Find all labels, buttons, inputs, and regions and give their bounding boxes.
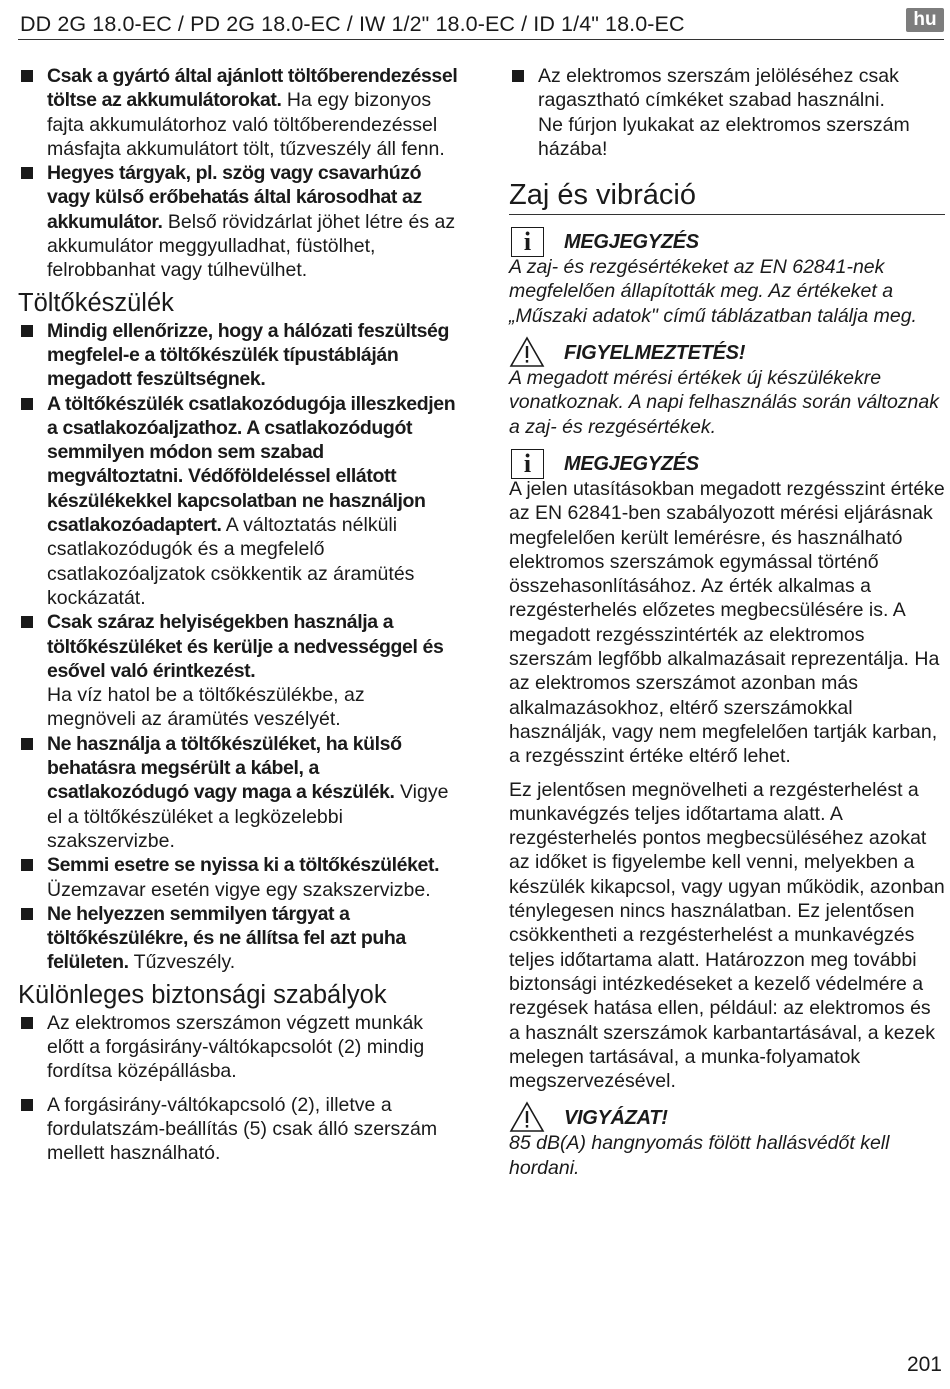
- page-number: 201: [906, 1353, 942, 1376]
- caution: [509, 1103, 945, 1180]
- item-text: Az elektromos szerszám jelöléséhez csak ragasztható címkéket szabad használni.: [538, 65, 899, 112]
- note-label: MEGJEGYZÉS: [564, 231, 699, 254]
- charger-item-6: [18, 902, 458, 975]
- item-text: Belső rövidzárlat jöhet létre és az akkumulátor meggyulladhat, füstölhet, felrobbanhat vagy túlhevülhet.: [47, 210, 456, 282]
- item-bold-text: Hegyes tárgyak, pl. szög vagy csavarhúzó vagy külső erőbehatás által károsodhat az akkumulátor.: [47, 162, 422, 233]
- square-bullet-icon: [21, 1017, 33, 1029]
- item-text: Vigye el a töltőkészüléket a legközelebbi szakszervizbe.: [47, 781, 449, 852]
- square-bullet-icon: [21, 616, 33, 628]
- square-bullet-icon: [21, 859, 33, 871]
- warning-triangle-icon: [509, 1101, 545, 1133]
- square-bullet-icon: [21, 167, 33, 179]
- note-text-2: Ez jelentősen megnövelheti a rezgésterhelést a munkavégzés teljes időtartama alatt. A rezgésterhelés pontos megbecsüléséhez azokat az időket is figyelembe kell venni, melyekben a készülék kikapcsol, vagy ugyan működik, azonban ténylegesen nincs használatban. Ez jelentősen csökkentheti a rezgésterhelést a munkavégzés teljes időtartama alatt. Határozzon meg további biztonsági intézkedéseket a kezelő védelmére a rezgések hatása ellen, például: az elektromos és a használt szerszámok karbantartásával, a kezek melegen tartásával, a munka-folyamatok megszervezésével.: [509, 778, 945, 1093]
- item-bold-text: Csak a gyártó által ajánlott töltőberendezéssel töltse az akkumulátorokat.: [47, 65, 458, 112]
- special-item-1: [18, 1011, 458, 1084]
- square-bullet-icon: [21, 738, 33, 750]
- square-bullet-icon: [21, 325, 33, 337]
- item-text: Tűzveszély.: [128, 951, 236, 974]
- item-text: Ne fúrjon lyukakat az elektromos szerszám házába!: [538, 113, 910, 160]
- square-bullet-icon: [21, 1099, 33, 1111]
- item-text: Az elektromos szerszámon végzett munkák előtt a forgásirány-váltókapcsolót (2) mindig fordítsa középállásba.: [47, 1011, 425, 1083]
- language-badge: hu: [906, 8, 944, 32]
- battery-item-2: [18, 161, 458, 282]
- charger-item-5: [18, 853, 458, 902]
- caution-text: 85 dB(A) hangnyomás fölött hallásvédőt kell hordani.: [509, 1132, 890, 1179]
- square-bullet-icon: [21, 908, 33, 920]
- note-text-1: A jelen utasításokban megadott rezgésszint értéke az EN 62841-ben szabályozott mérési eljárásnak megfelelően került lemérésre, és használható elektromos szerszámok egymással történő összehasonlításához. Az érték alkalmas a rezgésterhelés előzetes megbecsülésére is. A megadott rezgésszintérték az elektromos szerszám legfőbb alkalmazásait reprezentálja. Ha az elektromos szerszámot azonban más alkalmazásokhoz, eltérő szerszámokkal használják, vagy nem megfelelően tartják karban, a rezgésszint értéke eltérő lehet.: [509, 477, 945, 768]
- item-bold-text: Ne helyezzen semmilyen tárgyat a töltőkészülékre, és ne állítsa fel azt puha felületen.: [47, 902, 406, 974]
- item-text: Üzemzavar esetén vigye egy szakszervizbe.: [47, 878, 431, 901]
- item-bold-text: Ne használja a töltőkészüléket, ha külső behatásra megsérült a kábel, a csatlakozódugó vagy maga a készülék.: [47, 732, 402, 804]
- document-title: DD 2G 18.0-EC / PD 2G 18.0-EC / IW 1/2" 18.0-EC / ID 1/4" 18.0-EC: [20, 12, 685, 36]
- square-bullet-icon: [512, 70, 524, 82]
- charger-item-1: [18, 319, 458, 392]
- special-item-2: [18, 1093, 458, 1166]
- noise-vibration-heading: Zaj és vibráció: [509, 177, 945, 215]
- item-bold-text: A töltőkészülék csatlakozódugója illeszkedjen a csatlakozóaljzathoz. A csatlakozódugót semmilyen módon sem szabad megváltoztatni. Védőföldeléssel ellátott készülékekkel kapcsolatban ne használjon csatlakozóadaptert.: [47, 392, 456, 537]
- charger-item-2: [18, 392, 458, 611]
- note-2: [509, 449, 945, 1093]
- caution-label: VIGYÁZAT!: [564, 1107, 668, 1130]
- warning: [509, 338, 945, 439]
- warning-label: FIGYELMEZTETÉS!: [564, 342, 746, 365]
- item-text: Ha egy bizonyos fajta akkumulátorhoz való töltőberendezéssel másfajta akkumulátort tölt, tűzveszély áll fenn.: [47, 89, 445, 160]
- item-text: A forgásirány-váltókapcsoló (2), illetve a fordulatszám-beállítás (5) csak álló szerszám mellett használható.: [47, 1093, 438, 1165]
- note-text: A zaj- és rezgésértékeket az EN 62841-nek megfelelően állapították meg. Az értékeket a „Műszaki adatok" című táblázatban találja meg.: [509, 256, 917, 327]
- battery-item-1: [18, 64, 458, 161]
- item-text: A változtatás nélküli csatlakozódugók és a megfelelő csatlakozóaljzatok csökkentik az áramütés kockázatát.: [47, 514, 415, 609]
- note-label: MEGJEGYZÉS: [564, 452, 699, 475]
- item-bold-text: Mindig ellenőrizze, hogy a hálózati feszültség megfelel-e a töltőkészülék típustábláján megadott feszültségnek.: [47, 319, 449, 391]
- info-icon: i: [511, 449, 544, 479]
- charger-item-4: [18, 732, 458, 853]
- note-1: [509, 227, 945, 328]
- label-item: [509, 64, 945, 161]
- charger-heading: Töltőkészülék: [18, 288, 174, 317]
- item-text: Ha víz hatol be a töltőkészülékbe, az megnöveli az áramütés veszélyét.: [47, 684, 365, 731]
- right-column: [509, 64, 945, 1180]
- charger-item-3: [18, 610, 458, 731]
- info-icon: i: [511, 227, 544, 257]
- left-column: [18, 64, 458, 1165]
- page-header: [18, 8, 944, 40]
- item-bold-text: Csak száraz helyiségekben használja a töltőkészüléket és kerülje a nedvességgel és esővel való érintkezést.: [47, 611, 444, 682]
- warning-triangle-icon: [509, 336, 545, 368]
- warning-text: A megadott mérési értékek új készülékekre vonatkoznak. A napi felhasználás során változnak a zaj- és rezgésértékek.: [509, 367, 939, 438]
- item-bold-text: Semmi esetre se nyissa ki a töltőkészüléket.: [47, 854, 440, 877]
- square-bullet-icon: [21, 70, 33, 82]
- square-bullet-icon: [21, 398, 33, 410]
- special-rules-heading: Különleges biztonsági szabályok: [18, 980, 387, 1009]
